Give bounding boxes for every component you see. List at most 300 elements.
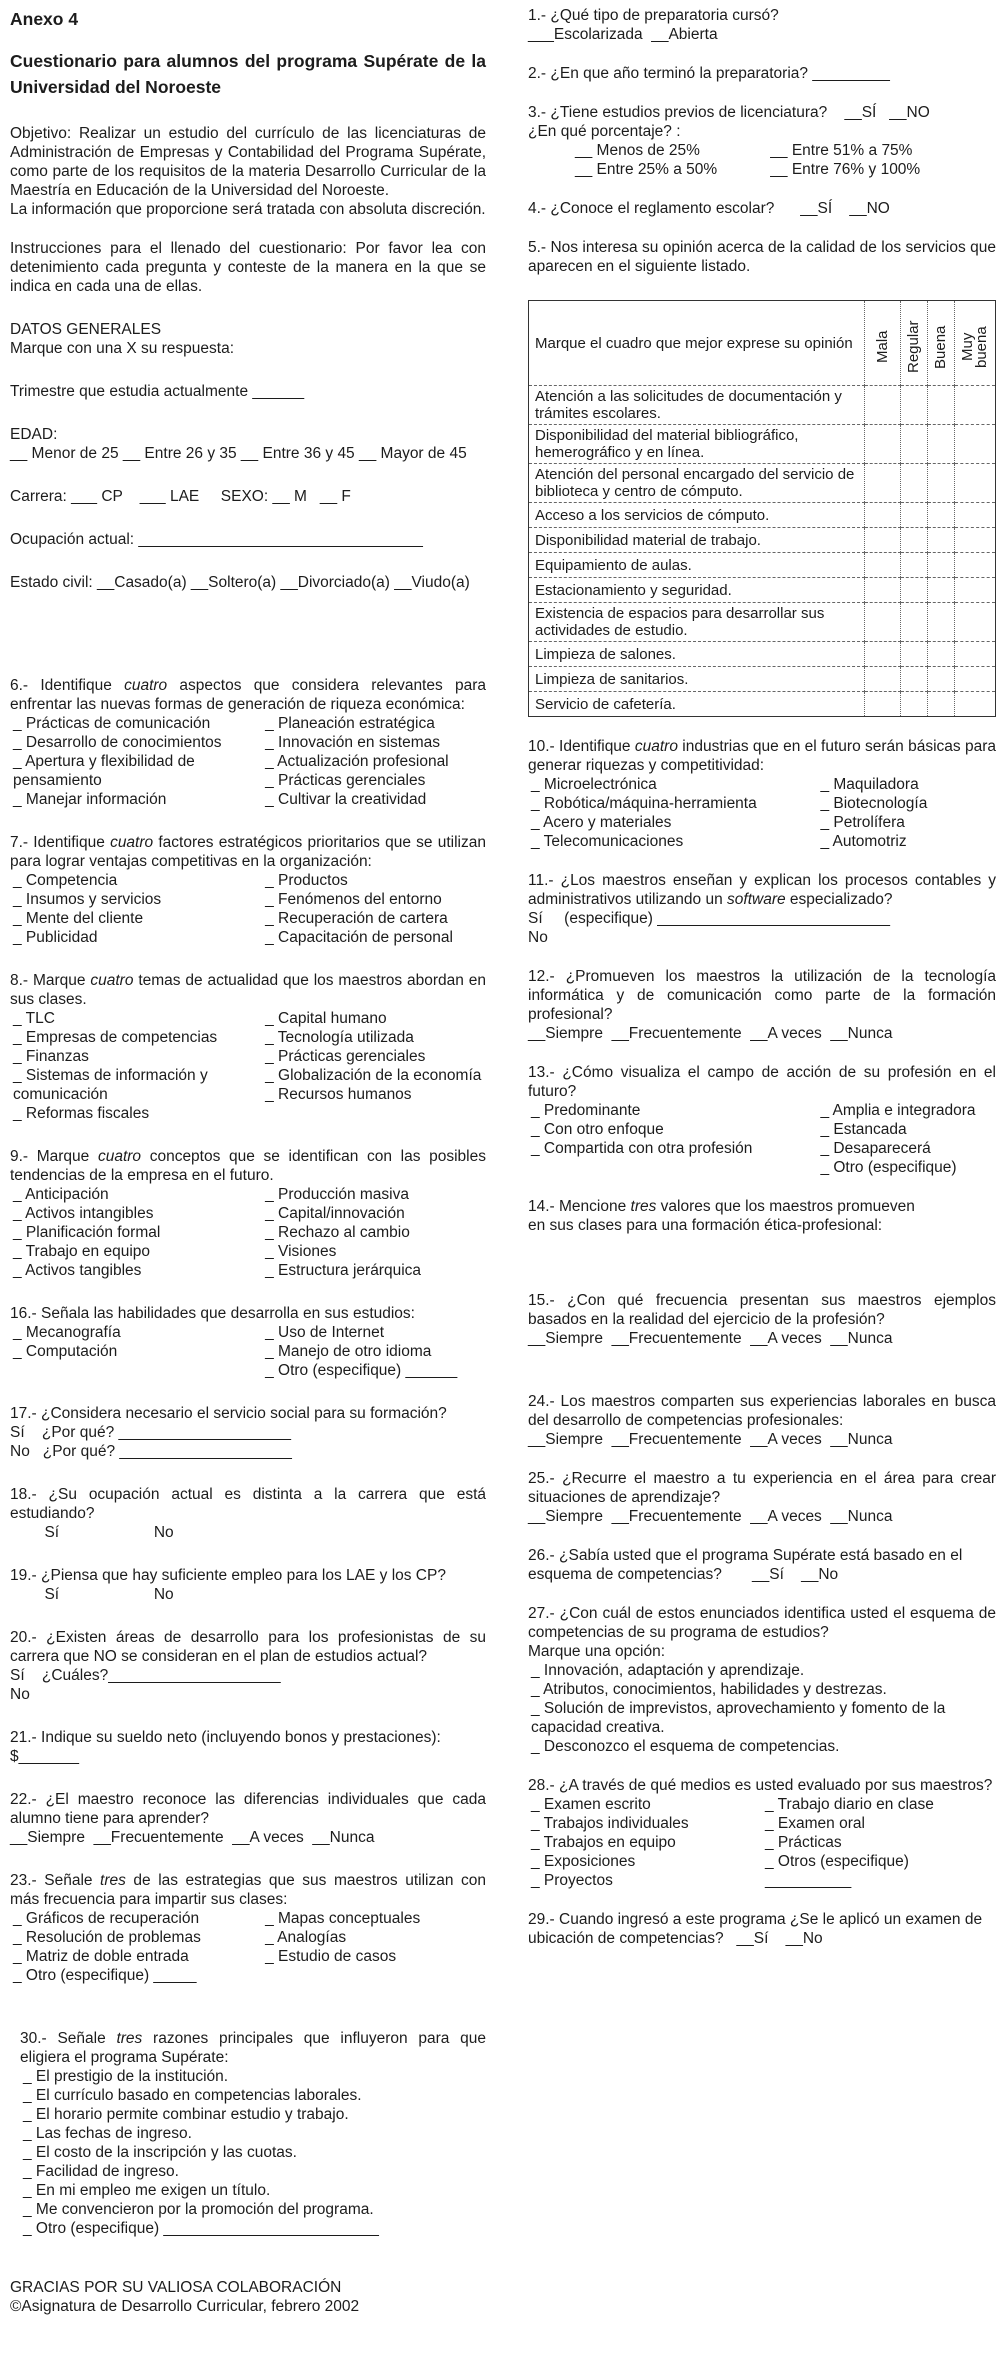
rating-cell-regular — [901, 667, 928, 692]
checkbox-option: _ Manejar información — [13, 791, 167, 808]
question-7 — [10, 833, 486, 947]
checkbox-option: _ Otro (especifique) ______ — [265, 1362, 458, 1379]
checkbox-option: __ Entre 25% a 50% — [575, 161, 718, 178]
checkbox-option: _ Computación — [13, 1343, 118, 1360]
question-15-text: 15.- ¿Con qué frecuencia presentan sus maestros ejemplos basados en la realidad del ejercicio de la profesión? — [528, 1292, 996, 1328]
checkbox-option: _ Insumos y servicios — [13, 891, 162, 908]
question-14-text-line2: en sus clases para una formación ética-profesional: — [528, 1217, 883, 1234]
options-column-left — [572, 141, 767, 179]
question-6 — [10, 676, 486, 809]
rating-cell-regular — [901, 425, 928, 464]
checkbox-option: _ Robótica/máquina-herramienta — [531, 795, 757, 812]
question-24 — [528, 1392, 996, 1449]
checkbox-option: _ Biotecnología — [820, 795, 928, 812]
answer-line: Sí ¿Por qué? ____________________ — [10, 1424, 291, 1441]
rating-cell-mala — [865, 464, 901, 503]
question-1 — [528, 6, 996, 44]
checkbox-option: _ Anticipación — [13, 1186, 109, 1203]
answer-line: Sí No — [10, 1586, 174, 1603]
rating-cell-muy-buena — [955, 578, 996, 603]
checkbox-option: _ Innovación, adaptación y aprendizaje. — [531, 1662, 805, 1679]
checkbox-option: _ Compartida con otra profesión — [531, 1140, 753, 1157]
checkbox-option: _ Manejo de otro idioma — [265, 1343, 432, 1360]
rating-cell-muy-buena — [955, 503, 996, 528]
right-column — [528, 6, 996, 1948]
checkbox-option: _ Las fechas de ingreso. — [23, 2125, 192, 2142]
confidentiality-note: La información que proporcione será tratada con absoluta discreción. — [10, 201, 486, 218]
service-label: Disponibilidad material de trabajo. — [529, 528, 865, 553]
options-column-right — [262, 1909, 486, 1966]
question-23 — [10, 1871, 486, 1985]
annex-label: Anexo 4 — [10, 9, 79, 29]
question-27-options — [528, 1661, 996, 1756]
rating-cell-mala — [865, 578, 901, 603]
general-data-heading: DATOS GENERALES — [10, 321, 162, 338]
options-column-left — [10, 1185, 262, 1280]
table-row — [529, 553, 996, 578]
question-10-text: 10.- Identifique cuatro industrias que en el futuro serán básicas para generar riquezas y competitividad: — [528, 738, 996, 774]
question-29 — [528, 1910, 996, 1948]
question-25-text: 25.- ¿Recurre el maestro a tu experiencia en el área para crear situaciones de aprendizaje? — [528, 1470, 996, 1506]
checkbox-option: _ Planeación estratégica — [265, 715, 435, 732]
question-22-answers — [10, 1828, 486, 1847]
service-label: Limpieza de sanitarios. — [529, 667, 865, 692]
service-label: Limpieza de salones. — [529, 642, 865, 667]
question-9-text: 9.- Marque cuatro conceptos que se identifican con las posibles tendencias de la empresa en el futuro. — [10, 1148, 486, 1184]
options-column-left — [528, 775, 817, 851]
options-column-left — [10, 1009, 262, 1123]
checkbox-option: _ Matriz de doble entrada — [13, 1948, 189, 1965]
rating-cell-buena — [928, 425, 955, 464]
rating-cell-regular — [901, 603, 928, 642]
question-8-options — [10, 1009, 486, 1123]
checkbox-option: _ Otro (especifique) _________________________ — [23, 2220, 379, 2237]
checkbox-option: _ Me convencieron por la promoción del programa. — [23, 2201, 374, 2218]
question-22 — [10, 1790, 486, 1847]
answer-line: __Siempre __Frecuentemente __A veces __Nunca — [528, 1330, 893, 1347]
question-16-options — [10, 1323, 486, 1380]
question-30 — [20, 2029, 486, 2238]
question-8-text: 8.- Marque cuatro temas de actualidad que los maestros abordan en sus clases. — [10, 972, 487, 1008]
service-label: Servicio de cafetería. — [529, 692, 865, 717]
checkbox-option: _ Prácticas — [765, 1834, 842, 1851]
table-row — [529, 528, 996, 553]
rating-cell-muy-buena — [955, 667, 996, 692]
rating-cell-buena — [928, 553, 955, 578]
options-column-right — [762, 1795, 996, 1890]
rating-cell-buena — [928, 578, 955, 603]
question-17-answers — [10, 1423, 486, 1461]
rating-cell-regular — [901, 528, 928, 553]
question-18 — [10, 1485, 486, 1542]
rating-cell-muy-buena — [955, 692, 996, 717]
checkbox-option: _ Tecnología utilizada — [265, 1029, 414, 1046]
question-3-text: 3.- ¿Tiene estudios previos de licenciatura? __SÍ __NO — [528, 104, 930, 121]
checkbox-option: _ Mecanografía — [13, 1324, 121, 1341]
question-30-options — [20, 2067, 486, 2238]
answer-line: No — [528, 929, 548, 946]
checkbox-option: _ Visiones — [265, 1243, 337, 1260]
checkbox-option: _ Estudio de casos — [265, 1948, 397, 1965]
checkbox-option: _ Estancada — [820, 1121, 907, 1138]
occupation-line: Ocupación actual: _________________________________ — [10, 531, 423, 548]
checkbox-option: _ Examen escrito — [531, 1796, 651, 1813]
footer — [10, 2278, 486, 2316]
checkbox-option: _ Telecomunicaciones — [531, 833, 684, 850]
checkbox-option: _ Uso de Internet — [265, 1324, 385, 1341]
question-11 — [528, 871, 996, 947]
checkbox-option: _ Trabajo diario en clase — [765, 1796, 934, 1813]
service-label: Estacionamiento y seguridad. — [529, 578, 865, 603]
checkbox-option: _ Resolución de problemas — [13, 1929, 201, 1946]
service-label: Equipamiento de aulas. — [529, 553, 865, 578]
service-label: Acceso a los servicios de cómputo. — [529, 503, 865, 528]
checkbox-option: _ Publicidad — [13, 929, 98, 946]
question-28 — [528, 1776, 996, 1890]
checkbox-option: _ Competencia — [13, 872, 118, 889]
question-7-options — [10, 871, 486, 947]
question-19-answers — [10, 1585, 486, 1604]
checkbox-option: _ Otros (especifique) __________ — [765, 1853, 909, 1889]
checkbox-option: _ Prácticas gerenciales — [265, 1048, 426, 1065]
checkbox-option: _ Recursos humanos — [265, 1086, 412, 1103]
checkbox-option: _ Prácticas de comunicación — [13, 715, 211, 732]
checkbox-option: _ Con otro enfoque — [531, 1121, 664, 1138]
checkbox-option: _ Capital/innovación — [265, 1205, 405, 1222]
age-options-line: __ Menor de 25 __ Entre 26 y 35 __ Entre 36 y 45 __ Mayor de 45 — [10, 445, 467, 462]
copyright-note: ©Asignatura de Desarrollo Curricular, febrero 2002 — [10, 2298, 360, 2315]
checkbox-option: _ Activos tangibles — [13, 1262, 142, 1279]
options-column-right — [817, 775, 996, 851]
rating-column-header: Mala — [865, 301, 901, 386]
question-23-text: 23.- Señale tres de las estrategias que sus maestros utilizan con más frecuencia para impartir sus clases: — [10, 1872, 486, 1908]
question-24-text: 24.- Los maestros comparten sus experiencias laborales en busca del desarrollo de competencias profesionales: — [528, 1393, 996, 1429]
answer-line: __Siempre __Frecuentemente __A veces __Nunca — [10, 1829, 375, 1846]
instructions-paragraph: Instrucciones para el llenado del cuestionario: Por favor lea con detenimiento cada pregunta y conteste de la manera en la que se indica en cada una de ellas. — [10, 240, 486, 295]
options-column-right — [262, 1185, 486, 1280]
answer-line: __Siempre __Frecuentemente __A veces __Nunca — [528, 1025, 893, 1042]
question-23-options — [10, 1909, 486, 1985]
question-11-text: 11.- ¿Los maestros enseñan y explican los procesos contables y administrativos utilizando un software especializado? — [528, 872, 996, 908]
checkbox-option: __ Entre 76% y 100% — [770, 161, 921, 178]
checkbox-option: _ Apertura y flexibilidad de pensamiento — [13, 753, 195, 789]
service-label: Existencia de espacios para desarrollar sus actividades de estudio. — [529, 603, 865, 642]
rating-cell-muy-buena — [955, 425, 996, 464]
question-19 — [10, 1566, 486, 1604]
options-column-right — [262, 1323, 486, 1380]
checkbox-option: _ Predominante — [531, 1102, 641, 1119]
table-row — [529, 386, 996, 425]
checkbox-option: _ Acero y materiales — [531, 814, 672, 831]
answer-line: Sí ¿Cuáles?____________________ — [10, 1667, 281, 1684]
question-20 — [10, 1628, 486, 1704]
services-quality-table — [528, 300, 996, 717]
question-12 — [528, 967, 996, 1043]
question-4-text: 4.- ¿Conoce el reglamento escolar? __SÍ __NO — [528, 200, 890, 217]
answer-line: __Siempre __Frecuentemente __A veces __Nunca — [528, 1431, 893, 1448]
checkbox-option: _ Productos — [265, 872, 348, 889]
rating-cell-muy-buena — [955, 603, 996, 642]
service-label: Disponibilidad del material bibliográfico, hemerográfico y en línea. — [529, 425, 865, 464]
checkbox-option: _ El horario permite combinar estudio y trabajo. — [23, 2106, 349, 2123]
question-14-text: 14.- Mencione tres valores que los maestros promueven — [528, 1198, 915, 1215]
question-17 — [10, 1404, 486, 1461]
options-column-right — [262, 1009, 486, 1104]
question-12-text: 12.- ¿Promueven los maestros la utilización de la tecnología informática y de comunicación como parte de la formación profesional? — [528, 968, 996, 1023]
question-1-text: 1.- ¿Qué tipo de preparatoria cursó? — [528, 7, 779, 24]
question-12-answers — [528, 1024, 996, 1043]
checkbox-option: _ Proyectos — [531, 1872, 613, 1889]
age-section — [10, 425, 486, 463]
checkbox-option: _ Otro (especifique) — [820, 1159, 957, 1176]
checkbox-option: _ Estructura jerárquica — [265, 1262, 422, 1279]
checkbox-option: _ El prestigio de la institución. — [23, 2068, 229, 2085]
checkbox-option: _ Trabajos individuales — [531, 1815, 689, 1832]
question-6-options — [10, 714, 486, 809]
rating-column-header: Muy buena — [955, 301, 996, 386]
rating-cell-muy-buena — [955, 386, 996, 425]
question-9 — [10, 1147, 486, 1280]
question-22-text: 22.- ¿El maestro reconoce las diferencias individuales que cada alumno tiene para aprender? — [10, 1791, 486, 1827]
options-column-left — [10, 714, 262, 809]
table-header-row — [529, 301, 996, 386]
question-1-answers — [528, 25, 996, 44]
options-column-right — [817, 1101, 996, 1177]
question-20-text: 20.- ¿Existen áreas de desarrollo para los profesionistas de su carrera que NO se consideran en el plan de estudios actual? — [10, 1629, 486, 1665]
question-2-text: 2.- ¿En que año terminó la preparatoria? _________ — [528, 65, 890, 82]
question-10-options — [528, 775, 996, 851]
rating-cell-muy-buena — [955, 553, 996, 578]
rating-cell-buena — [928, 503, 955, 528]
checkbox-option: _ Globalización de la economía — [265, 1067, 482, 1084]
answer-line: $_______ — [10, 1748, 79, 1765]
question-15 — [528, 1291, 996, 1348]
table-row — [529, 642, 996, 667]
table-row — [529, 667, 996, 692]
options-column-right — [262, 871, 486, 947]
table-row — [529, 692, 996, 717]
rating-cell-buena — [928, 642, 955, 667]
answer-line: Sí (especifique) ___________________________ — [528, 910, 890, 927]
question-3-options — [572, 141, 996, 179]
checkbox-option: __ Entre 51% a 75% — [770, 142, 913, 159]
checkbox-option: _ Petrolífera — [820, 814, 905, 831]
rating-cell-regular — [901, 692, 928, 717]
question-4 — [528, 199, 996, 218]
rating-cell-mala — [865, 603, 901, 642]
question-13-options — [528, 1101, 996, 1177]
options-column-right — [767, 141, 996, 179]
thanks-note: GRACIAS POR SU VALIOSA COLABORACIÓN — [10, 2279, 342, 2296]
question-5-text: 5.- Nos interesa su opinión acerca de la calidad de los servicios que aparecen en el siguiente listado. — [528, 239, 996, 275]
question-7-text: 7.- Identifique cuatro factores estratégicos prioritarios que se utilizan para lograr ventajas competitivas en la organización: — [10, 834, 486, 870]
checkbox-option: _ Cultivar la creatividad — [265, 791, 427, 808]
table-row — [529, 503, 996, 528]
answer-line: __Siempre __Frecuentemente __A veces __Nunca — [528, 1508, 893, 1525]
question-30-text: 30.- Señale tres razones principales que influyeron para que eligiera el programa Supérate: — [20, 2030, 486, 2066]
question-16-text: 16.- Señala las habilidades que desarrolla en sus estudios: — [10, 1305, 415, 1322]
checkbox-option: _ Examen oral — [765, 1815, 865, 1832]
checkbox-option: _ Atributos, conocimientos, habilidades y destrezas. — [531, 1681, 887, 1698]
question-3-subtext: ¿En qué porcentaje? : — [528, 123, 681, 140]
checkbox-option: _ Finanzas — [13, 1048, 89, 1065]
question-21-text: 21.- Indique su sueldo neto (incluyendo bonos y prestaciones): — [10, 1729, 441, 1746]
question-26-text: 26.- ¿Sabía usted que el programa Supérate está basado en el esquema de competencias? __Sí __No — [528, 1547, 967, 1583]
rating-column-header: Buena — [928, 301, 955, 386]
checkbox-option: _ Empresas de competencias — [13, 1029, 218, 1046]
rating-cell-muy-buena — [955, 528, 996, 553]
checkbox-option: _ Actualización profesional — [265, 753, 449, 770]
checkbox-option: _ Trabajos en equipo — [531, 1834, 676, 1851]
rating-cell-mala — [865, 642, 901, 667]
rating-cell-mala — [865, 528, 901, 553]
rating-cell-mala — [865, 553, 901, 578]
question-13-text: 13.- ¿Cómo visualiza el campo de acción de su profesión en el futuro? — [528, 1064, 996, 1100]
question-16 — [10, 1304, 486, 1380]
rating-cell-mala — [865, 425, 901, 464]
answer-line: ___Escolarizada __Abierta — [528, 26, 718, 43]
checkbox-option: _ Innovación en sistemas — [265, 734, 440, 751]
checkbox-option: _ Capital humano — [265, 1010, 387, 1027]
checkbox-option: _ Recuperación de cartera — [265, 910, 448, 927]
question-29-text: 29.- Cuando ingresó a este programa ¿Se le aplicó un examen de ubicación de competencias? __Sí __No — [528, 1911, 987, 1947]
table-body — [529, 386, 996, 717]
question-21 — [10, 1728, 486, 1766]
rating-cell-buena — [928, 603, 955, 642]
checkbox-option: _ Desarrollo de conocimientos — [13, 734, 222, 751]
question-25-answers — [528, 1507, 996, 1526]
table-row — [529, 578, 996, 603]
question-18-text: 18.- ¿Su ocupación actual es distinta a la carrera que está estudiando? — [10, 1486, 486, 1522]
question-27 — [528, 1604, 996, 1756]
question-25 — [528, 1469, 996, 1526]
question-5 — [528, 238, 996, 276]
options-column-left — [528, 1795, 762, 1890]
rating-cell-buena — [928, 667, 955, 692]
question-15-answers — [528, 1329, 996, 1348]
table-row — [529, 425, 996, 464]
question-21-answers — [10, 1747, 486, 1766]
document-title: Cuestionario para alumnos del programa Supérate de la Universidad del Noroeste — [10, 51, 486, 97]
checkbox-option: _ Analogías — [265, 1929, 347, 1946]
rating-cell-mala — [865, 503, 901, 528]
checkbox-option: _ Capacitación de personal — [265, 929, 453, 946]
checkbox-option: __ Menos de 25% — [575, 142, 700, 159]
checkbox-option: _ Sistemas de información y comunicación — [13, 1067, 208, 1103]
options-column-right — [262, 714, 486, 809]
checkbox-option: _ Mente del cliente — [13, 910, 144, 927]
checkbox-option: _ Desconozco el esquema de competencias. — [531, 1738, 840, 1755]
answer-line: No ¿Por qué? ____________________ — [10, 1443, 292, 1460]
service-label: Atención del personal encargado del servicio de biblioteca y centro de cómputo. — [529, 464, 865, 503]
rating-cell-mala — [865, 386, 901, 425]
checkbox-option: _ Prácticas gerenciales — [265, 772, 426, 789]
answer-line: No — [10, 1686, 30, 1703]
rating-cell-mala — [865, 667, 901, 692]
question-18-answers — [10, 1523, 486, 1542]
question-3 — [528, 103, 996, 179]
question-9-options — [10, 1185, 486, 1280]
question-14 — [528, 1197, 996, 1235]
left-column — [10, 8, 486, 2316]
checkbox-option: _ Amplia e integradora — [820, 1102, 976, 1119]
question-2 — [528, 64, 996, 83]
checkbox-option: _ El costo de la inscripción y las cuotas. — [23, 2144, 297, 2161]
checkbox-option: _ Rechazo al cambio — [265, 1224, 410, 1241]
checkbox-option: _ Exposiciones — [531, 1853, 636, 1870]
question-8 — [10, 971, 486, 1123]
question-11-answers — [528, 909, 996, 947]
options-column-left — [10, 871, 262, 947]
options-column-left — [10, 1909, 262, 1985]
table-row — [529, 603, 996, 642]
checkbox-option: _ Desaparecerá — [820, 1140, 931, 1157]
checkbox-option: _ Reformas fiscales — [13, 1105, 150, 1122]
rating-cell-regular — [901, 642, 928, 667]
checkbox-option: _ Mapas conceptuales — [265, 1910, 421, 1927]
question-13 — [528, 1063, 996, 1177]
rating-cell-regular — [901, 464, 928, 503]
career-sex-line: Carrera: ___ CP ___ LAE SEXO: __ M __ F — [10, 488, 351, 505]
general-data-section — [10, 320, 486, 358]
rating-cell-regular — [901, 386, 928, 425]
checkbox-option: _ Fenómenos del entorno — [265, 891, 442, 908]
question-17-text: 17.- ¿Considera necesario el servicio social para su formación? — [10, 1405, 447, 1422]
rating-cell-regular — [901, 578, 928, 603]
question-27-text: 27.- ¿Con cuál de estos enunciados identifica usted el esquema de competencias de su programa de estudios? — [528, 1605, 996, 1641]
checkbox-option: _ Facilidad de ingreso. — [23, 2163, 179, 2180]
marital-status-line: Estado civil: __Casado(a) __Soltero(a) __Divorciado(a) __Viudo(a) — [10, 574, 470, 591]
rating-column-header: Regular — [901, 301, 928, 386]
table-row — [529, 464, 996, 503]
rating-cell-buena — [928, 464, 955, 503]
checkbox-option: _ Automotriz — [820, 833, 907, 850]
checkbox-option: _ Trabajo en equipo — [13, 1243, 151, 1260]
mark-x-instruction: Marque con una X su respuesta: — [10, 340, 235, 357]
table-title: Marque el cuadro que mejor exprese su opinión — [529, 301, 865, 386]
checkbox-option: _ El currículo basado en competencias laborales. — [23, 2087, 362, 2104]
rating-cell-buena — [928, 386, 955, 425]
checkbox-option: _ Solución de imprevistos, aprovechamiento y fomento de la capacidad creativa. — [531, 1700, 946, 1736]
checkbox-option: _ Microelectrónica — [531, 776, 657, 793]
question-26 — [528, 1546, 996, 1584]
age-label: EDAD: — [10, 426, 58, 443]
question-6-text: 6.- Identifique cuatro aspectos que considera relevantes para enfrentar las nuevas formas de generación de riqueza económica: — [10, 677, 486, 713]
checkbox-option: _ Maquiladora — [820, 776, 919, 793]
question-27-subtext: Marque una opción: — [528, 1643, 666, 1660]
question-28-options — [528, 1795, 996, 1890]
objective-paragraph: Objetivo: Realizar un estudio del currículo de las licenciaturas de Administración de Empresas y Contabilidad del Programa Supérate, como parte de los requisitos de la materia Desarrollo Curricular de la Maestría en Educación de la Universidad del Noroeste. — [10, 125, 486, 199]
checkbox-option: _ Planificación formal — [13, 1224, 161, 1241]
question-10 — [528, 737, 996, 851]
rating-cell-regular — [901, 553, 928, 578]
checkbox-option: _ Gráficos de recuperación — [13, 1910, 200, 1927]
service-label: Atención a las solicitudes de documentación y trámites escolares. — [529, 386, 865, 425]
options-column-left — [10, 1323, 262, 1361]
trimester-line: Trimestre que estudia actualmente ______ — [10, 383, 305, 400]
question-19-text: 19.- ¿Piensa que hay suficiente empleo para los LAE y los CP? — [10, 1567, 446, 1584]
question-20-answers — [10, 1666, 486, 1704]
rating-cell-muy-buena — [955, 642, 996, 667]
rating-cell-buena — [928, 528, 955, 553]
checkbox-option: _ Producción masiva — [265, 1186, 409, 1203]
question-28-text: 28.- ¿A través de qué medios es usted evaluado por sus maestros? — [528, 1777, 993, 1794]
checkbox-option: _ Activos intangibles — [13, 1205, 154, 1222]
rating-cell-mala — [865, 692, 901, 717]
options-column-left — [528, 1101, 817, 1158]
rating-cell-buena — [928, 692, 955, 717]
answer-line: Sí No — [10, 1524, 174, 1541]
